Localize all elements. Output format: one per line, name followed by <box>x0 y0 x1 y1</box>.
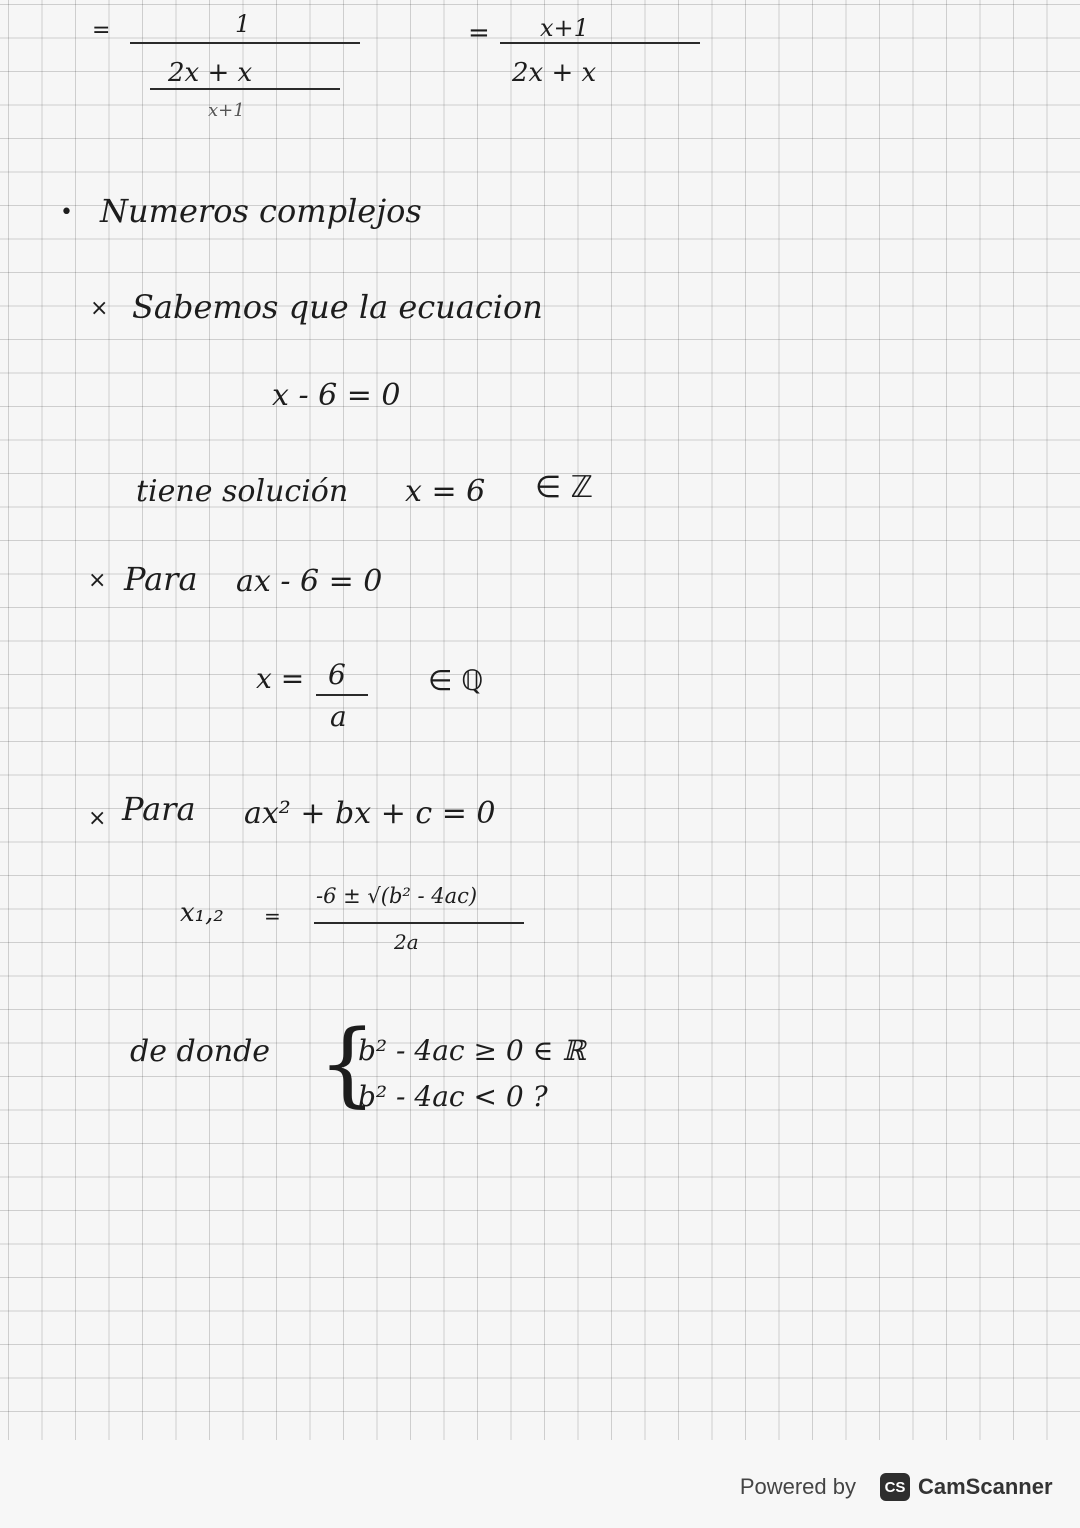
solution-text: tiene solución <box>136 474 349 509</box>
camscanner-brand: CamScanner <box>918 1474 1053 1499</box>
item2-equation: ax - 6 = 0 <box>236 564 383 599</box>
cross-bullet-icon: × <box>88 568 107 593</box>
case-2: b² - 4ac < 0 ? <box>358 1080 548 1113</box>
frac-x-denominator: a <box>330 700 347 733</box>
equals-sign-right: = <box>468 18 490 48</box>
fraction-numerator: 1 <box>235 10 251 38</box>
item3-text: Para <box>122 790 196 828</box>
quad-numerator: -6 ± √(b² - 4ac) <box>316 884 478 908</box>
fraction-denominator: 2x + x <box>168 58 253 88</box>
item2-text: Para <box>124 560 198 598</box>
sub-denominator: x+1 <box>208 100 245 121</box>
fraction-bar <box>130 42 360 44</box>
equation-1: x - 6 = 0 <box>272 378 401 413</box>
quad-denominator: 2a <box>394 930 419 954</box>
quad-lhs: x₁,₂ <box>180 898 224 928</box>
frac-x-set: ∈ ℚ <box>428 664 484 697</box>
frac-x-numerator: 6 <box>328 658 346 691</box>
case-1: b² - 4ac ≥ 0 ∈ ℝ <box>358 1034 586 1067</box>
powered-by-text: Powered by <box>739 1474 856 1499</box>
quad-equals: = <box>264 904 281 928</box>
cases-label: de donde <box>130 1034 271 1069</box>
quad-bar <box>314 922 524 924</box>
fraction-bar-right <box>500 42 700 44</box>
frac-x-lhs: x = <box>256 662 305 695</box>
sub-fraction-bar <box>150 88 340 90</box>
quadratic-equation: ax² + bx + c = 0 <box>244 796 496 831</box>
frac-x-bar <box>316 694 368 696</box>
brace-icon: { <box>318 1010 377 1117</box>
fraction-denominator-right: 2x + x <box>512 58 597 88</box>
camscanner-logo-icon: CS <box>880 1473 910 1501</box>
section-heading: Numeros complejos <box>100 192 422 230</box>
bullet-icon: • <box>60 200 73 225</box>
item1-text: Sabemos que la ecuacion <box>132 288 543 326</box>
solution-set: ∈ ℤ <box>535 470 594 505</box>
solution-value: x = 6 <box>405 474 486 509</box>
equals-sign: = <box>92 18 111 43</box>
cross-bullet-icon: × <box>88 806 107 831</box>
fraction-numerator-right: x+1 <box>540 14 589 42</box>
cross-bullet-icon: × <box>90 296 109 321</box>
